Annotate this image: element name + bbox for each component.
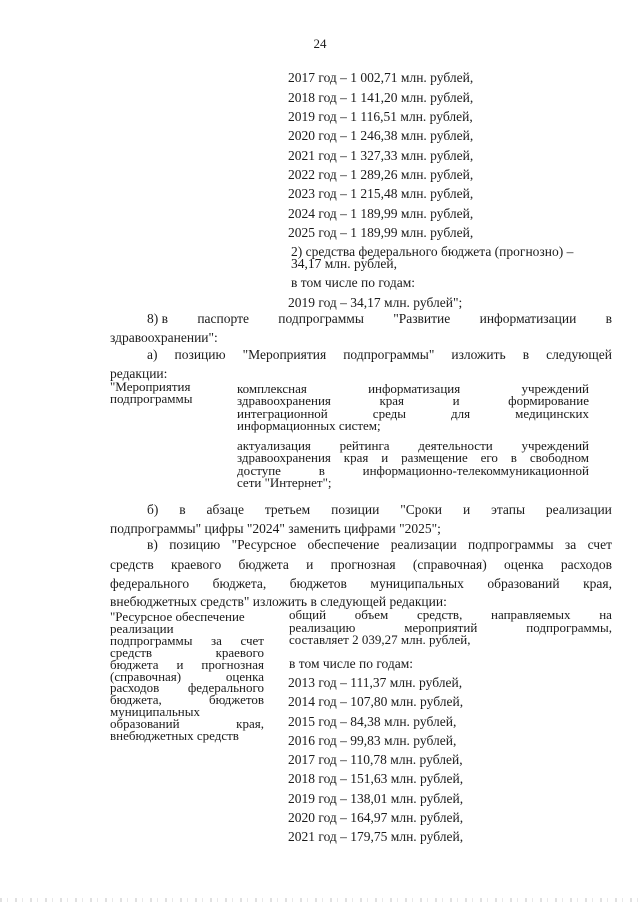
word: счет xyxy=(240,632,264,648)
word: края xyxy=(343,450,369,466)
word: б) xyxy=(147,502,159,517)
year-line: 2020 год – 1 246,38 млн. рублей, xyxy=(288,128,474,143)
item-a-line-2: редакции: xyxy=(110,366,168,381)
word: абзаце xyxy=(206,502,244,517)
year-line: 2018 год – 151,63 млн. рублей, xyxy=(288,771,464,786)
year-line: 2016 год – 99,83 млн. рублей, xyxy=(288,733,457,748)
word: средств xyxy=(110,557,154,572)
word: деятельности xyxy=(418,438,493,454)
year-line: 2019 год – 138,01 млн. рублей, xyxy=(288,791,464,806)
resources-by-years: в том числе по годам: xyxy=(289,656,414,671)
resources-label-line: муниципальных xyxy=(110,704,201,720)
word: муниципальных xyxy=(370,576,464,591)
word: бюджета xyxy=(238,557,289,572)
word: расходов xyxy=(110,680,160,696)
federal-line-2: 34,17 млн. рублей, xyxy=(291,256,398,271)
word: его xyxy=(480,450,498,466)
word: размещение xyxy=(401,450,468,466)
word: федерального xyxy=(110,576,190,591)
year-line: 2017 год – 1 002,71 млн. рублей, xyxy=(288,70,474,85)
word: направляемых xyxy=(491,607,571,622)
word: подпрограммы xyxy=(110,632,193,648)
item-b-line-1 xyxy=(147,500,612,520)
item-c-line-3 xyxy=(110,574,612,594)
word: информационно-телекоммуникационной xyxy=(362,462,589,478)
word: "Развитие xyxy=(393,311,451,326)
word: прогнозная xyxy=(330,557,396,572)
year-line: 2021 год – 1 327,33 млн. рублей, xyxy=(288,148,474,163)
word: "Мероприятия xyxy=(242,347,327,362)
word: края xyxy=(379,393,405,409)
word: следующей xyxy=(546,347,612,362)
item-b-line-2: подпрограммы" цифры "2024" заменить цифрами "2025"; xyxy=(110,521,441,536)
word: бюджетов xyxy=(289,576,347,591)
word: подпрограммы xyxy=(467,537,554,552)
word: позицию xyxy=(174,347,226,362)
word: информатизации xyxy=(479,311,577,326)
word: позицию xyxy=(169,537,221,552)
word: рейтинга xyxy=(339,438,390,454)
page-number: 24 xyxy=(313,36,327,51)
word: образований xyxy=(110,716,180,732)
word: в xyxy=(318,462,325,478)
year-line: 2025 год – 1 189,99 млн. рублей, xyxy=(288,225,474,240)
year-line: 2014 год – 107,80 млн. рублей, xyxy=(288,694,464,709)
federal-by-years: в том числе по годам: xyxy=(291,275,416,290)
year-line: 2017 год – 110,78 млн. рублей, xyxy=(288,752,463,767)
word: в) xyxy=(147,537,158,552)
word: учреждений xyxy=(521,381,589,396)
word: паспорте xyxy=(197,311,249,326)
word: доступе xyxy=(237,462,281,478)
word: в xyxy=(510,450,517,466)
word: свободном xyxy=(529,450,589,466)
word: общий xyxy=(289,607,327,622)
word: изложить xyxy=(451,347,506,362)
federal-2019: 2019 год – 34,17 млн. рублей"; xyxy=(288,295,463,310)
word: и xyxy=(381,450,389,466)
word: прогнозная xyxy=(201,656,264,672)
word: реализацию xyxy=(289,619,356,635)
word: подпрограммы" xyxy=(343,347,435,362)
word: в xyxy=(522,347,530,362)
year-line: 2015 год – 84,38 млн. рублей, xyxy=(288,714,457,729)
item-c-line-4: внебюджетных средств" изложить в следующей редакции: xyxy=(110,594,447,609)
word: информатизация xyxy=(368,381,461,396)
word: бюджета xyxy=(110,656,159,672)
word: обеспечение xyxy=(307,537,380,552)
word: края, xyxy=(583,576,612,591)
year-line: 2013 год – 111,37 млн. рублей, xyxy=(288,675,463,690)
word: здравоохранения xyxy=(237,450,331,466)
item-a-line-1 xyxy=(147,345,612,365)
word: среды xyxy=(372,405,407,421)
word: бюджетов xyxy=(208,692,264,708)
word: и xyxy=(176,656,184,672)
word: реализации xyxy=(390,537,457,552)
word: 8) в xyxy=(147,311,168,326)
word: комплексная xyxy=(237,381,307,396)
resources-label-line: реализации xyxy=(110,620,174,636)
word: средств xyxy=(110,644,153,660)
word: и xyxy=(462,502,471,517)
year-line: 2024 год – 1 189,99 млн. рублей, xyxy=(288,206,474,221)
resources-label-line: внебюджетных средств xyxy=(110,728,239,744)
word: третьем xyxy=(264,502,311,517)
word: учреждений xyxy=(521,438,589,454)
resources-label xyxy=(110,611,264,742)
word: подпрограммы xyxy=(278,311,364,326)
measures-label-line: подпрограммы xyxy=(110,391,193,406)
word: медицинских xyxy=(515,405,589,421)
year-line: 2023 год – 1 215,48 млн. рублей, xyxy=(288,186,474,201)
word: объем xyxy=(354,607,389,622)
word: мероприятий xyxy=(404,619,478,635)
word: реализации xyxy=(545,502,612,517)
word: в xyxy=(605,311,612,326)
year-line: 2018 год – 1 141,20 млн. рублей, xyxy=(288,90,474,105)
word: на xyxy=(599,607,612,622)
word: этапы xyxy=(491,502,526,517)
word: подпрограммы, xyxy=(526,619,612,635)
word: края, xyxy=(236,716,264,732)
word: и xyxy=(306,557,314,572)
word: позиции xyxy=(331,502,380,517)
word: интеграционной xyxy=(237,405,328,421)
year-line: 2020 год – 164,97 млн. рублей, xyxy=(288,810,464,825)
resources-label-line: "Ресурсное обеспечение xyxy=(110,609,245,624)
year-line: 2022 год – 1 289,26 млн. рублей, xyxy=(288,167,474,182)
measures-label xyxy=(110,381,192,405)
word: оценка xyxy=(225,668,264,684)
year-line: 2019 год – 1 116,51 млн. рублей, xyxy=(288,109,473,124)
word: "Сроки xyxy=(400,502,443,517)
word: краевого xyxy=(170,557,222,572)
word: федерального xyxy=(187,680,264,696)
word: за xyxy=(564,537,577,552)
word: здравоохранения xyxy=(237,393,331,409)
measures-text xyxy=(237,383,589,489)
word: актуализация xyxy=(237,438,311,454)
measures-label-line: "Мероприятия xyxy=(110,379,191,394)
word: а) xyxy=(147,347,158,362)
item-8-line-2: здравоохранении": xyxy=(110,330,218,345)
item-8-line-1 xyxy=(147,309,612,329)
word: (справочная) xyxy=(110,668,182,684)
word: образований xyxy=(487,576,560,591)
item-c-line-2 xyxy=(110,555,612,575)
word: в xyxy=(179,502,186,517)
word: "Ресурсное xyxy=(231,537,297,552)
word: и xyxy=(452,393,460,409)
word: оценка xyxy=(504,557,544,572)
word: средств, xyxy=(417,607,463,622)
word: (справочная) xyxy=(412,557,487,572)
resources-text xyxy=(289,609,612,647)
word: расходов xyxy=(560,557,612,572)
word: бюджета, xyxy=(110,692,162,708)
year-line: 2021 год – 179,75 млн. рублей, xyxy=(288,829,464,844)
word: за xyxy=(211,632,222,648)
item-c-line-1 xyxy=(147,535,612,555)
resources-total: составляет 2 039,27 млн. рублей, xyxy=(289,632,471,647)
word: формирование xyxy=(508,393,589,409)
word: для xyxy=(451,405,471,421)
scan-noise-strip xyxy=(0,898,640,902)
word: бюджета, xyxy=(212,576,267,591)
measures-p1-last: информационных систем; xyxy=(237,417,381,433)
word: счет xyxy=(587,537,612,552)
federal-line-1: 2) средства федерального бюджета (прогнозно) – xyxy=(291,244,574,259)
measures-p2-last: сети "Интернет"; xyxy=(237,475,332,491)
word: краевого xyxy=(215,644,264,660)
